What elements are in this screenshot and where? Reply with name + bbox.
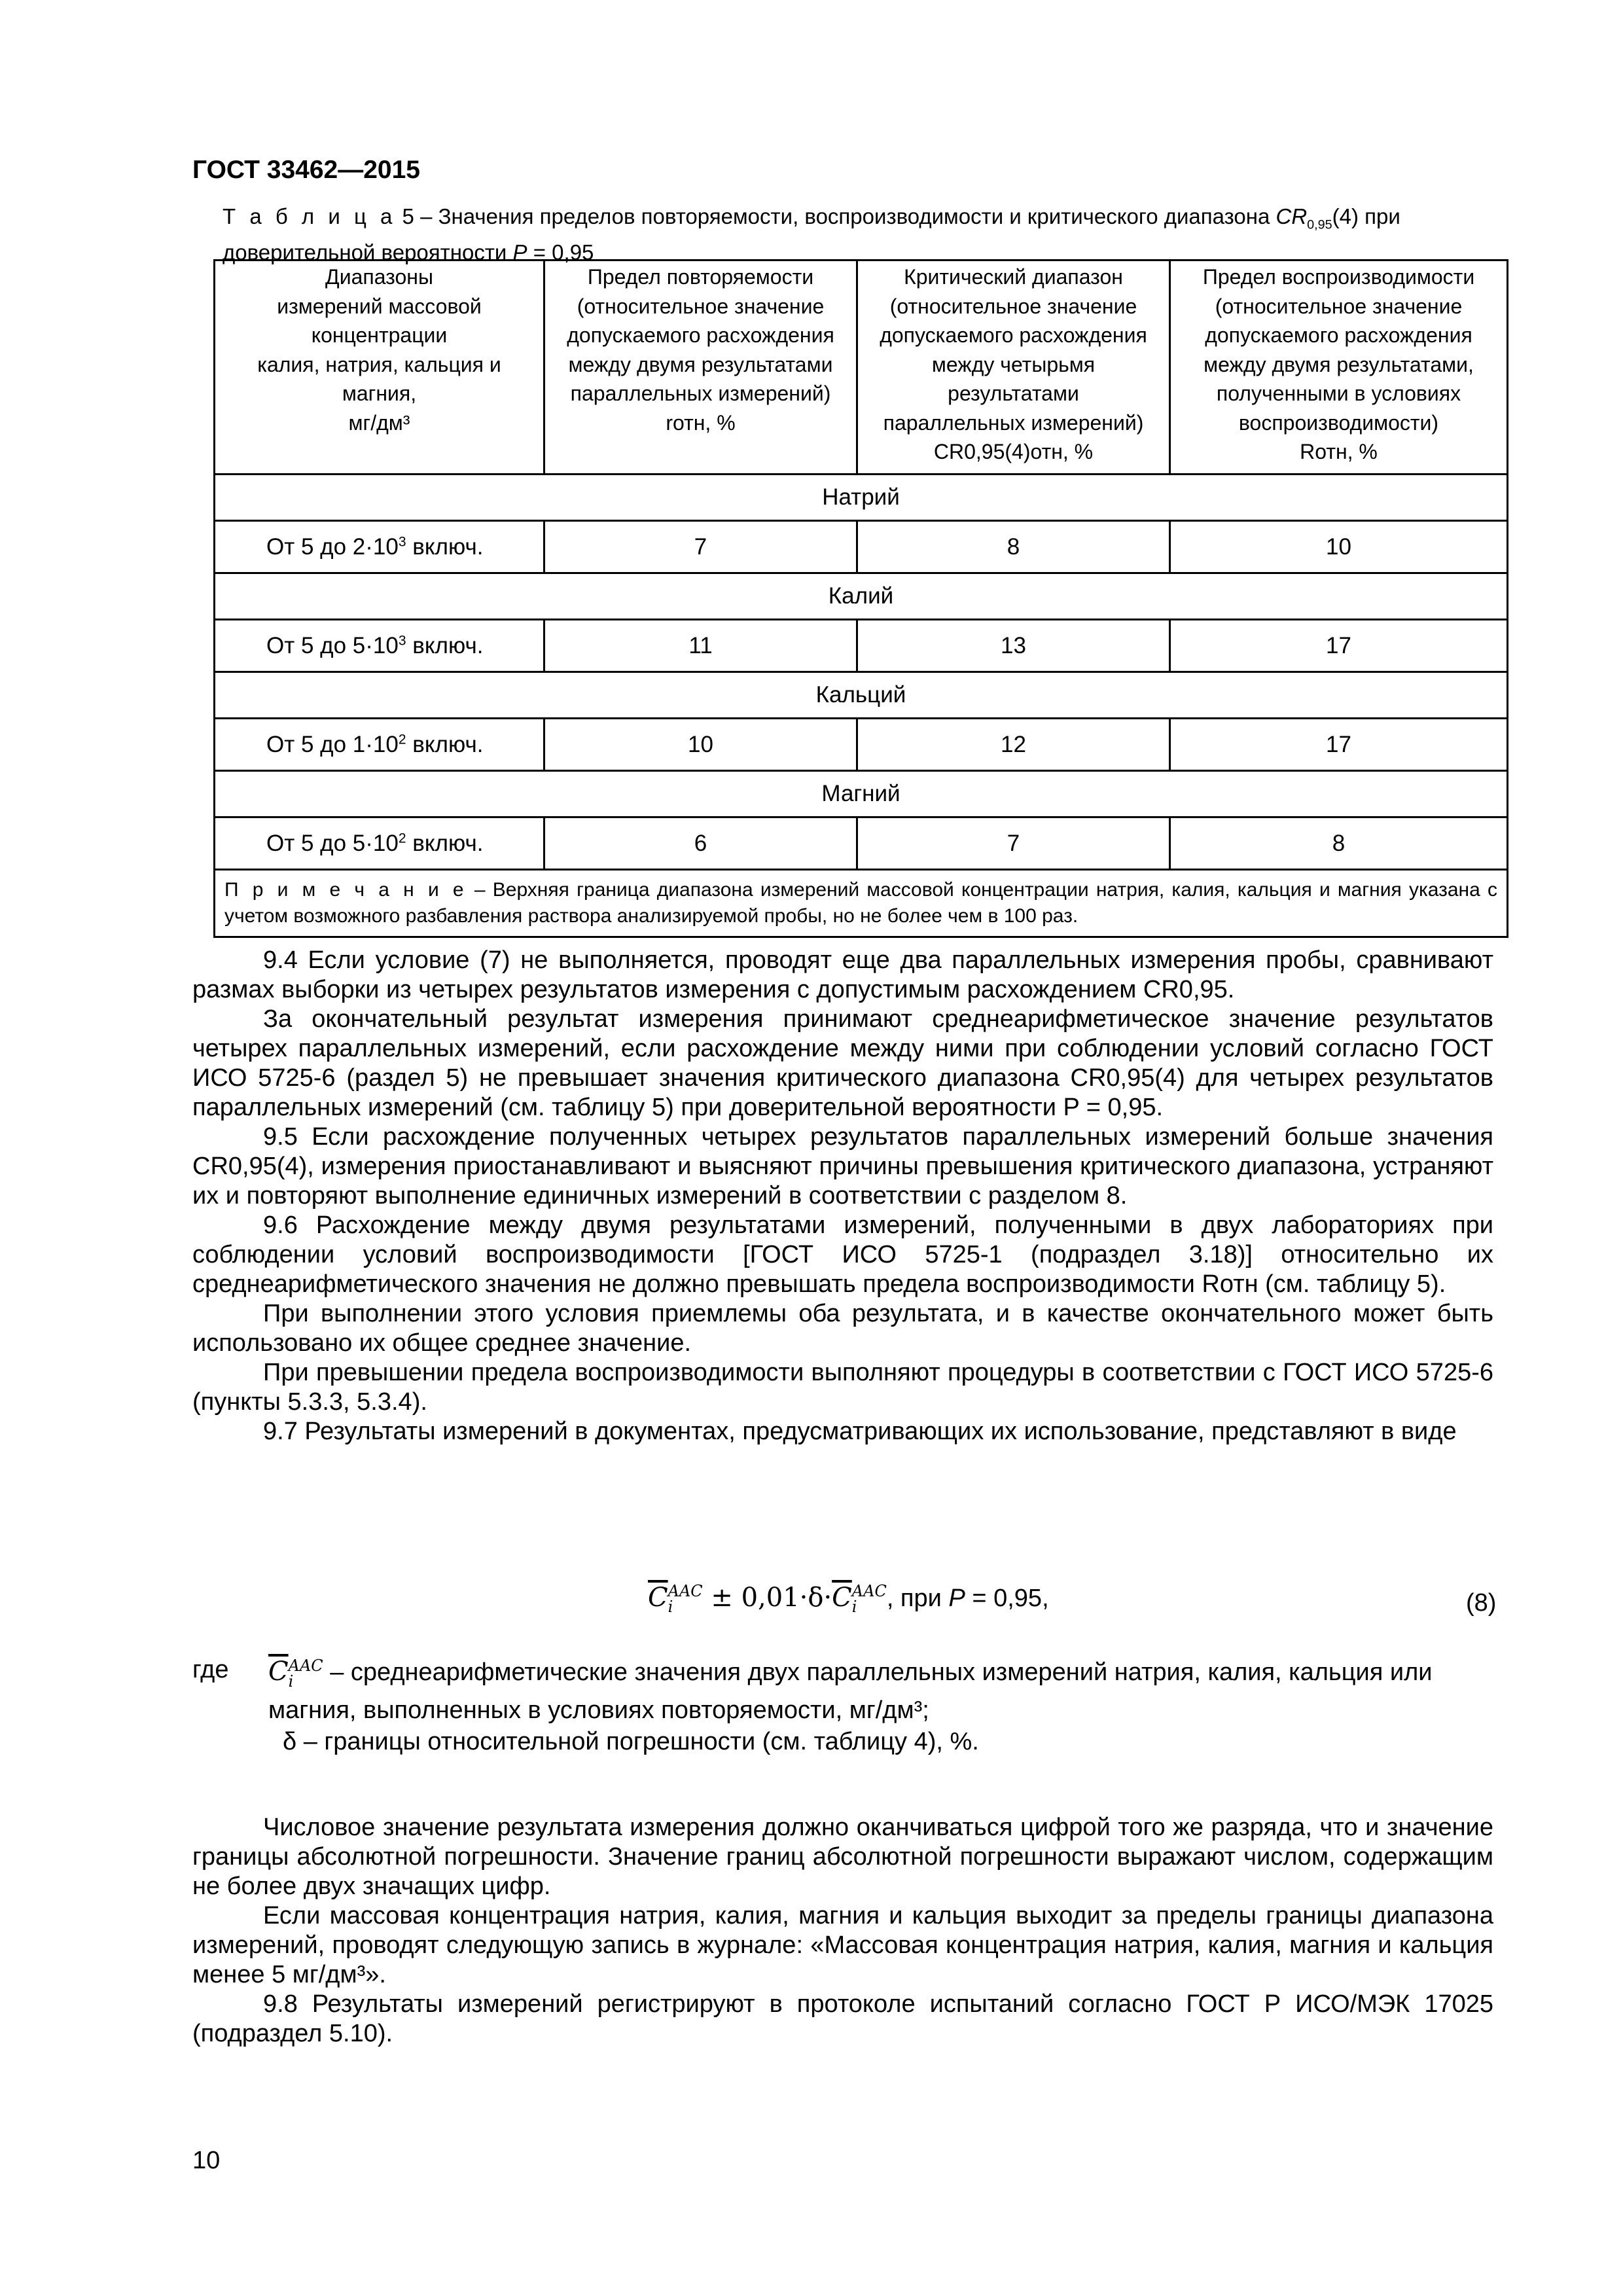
cr-cell: 7 (857, 817, 1170, 870)
r-cell: 6 (544, 817, 857, 870)
header-critical-range-text: Критический диапазон (относительное значение допускаемого расхождения между четырьмя результатами параллельных измерений) CR0,95(4)отн, % (880, 265, 1147, 463)
table-group-row (215, 475, 1508, 521)
range-text: От 5 до 1·10 (266, 731, 399, 757)
range-suffix: включ. (406, 533, 484, 560)
where-symbol-sub: i (288, 1672, 294, 1691)
r-cell: 7 (544, 521, 857, 573)
range-exp: 2 (398, 830, 406, 846)
where-definition-2: δ – границы относительной погрешности (см. таблицу 4), %. (283, 1728, 979, 1755)
header-repeatability (544, 260, 857, 475)
paragraph-9-6: 9.6 Расхождение между двумя результатами измерений, полученными в двух лабораториях при соблюдении условий воспроизводимости [ГОСТ ИСО 5725-1 (подраздел 3.18)] относительно их среднеарифметического значения не должно превышать предела воспроизводимости Rотн (см. таблицу 5). (192, 1211, 1493, 1298)
table-caption-p-value: = 0,95 (527, 240, 594, 264)
formula-tail: , при (886, 1585, 949, 1612)
r-cell: 11 (544, 620, 857, 672)
where-symbol-sup: AAC (288, 1656, 323, 1675)
formula-sub: i (668, 1598, 673, 1617)
header-reproducibility (1170, 260, 1508, 475)
group-magnesium: Магний (215, 771, 1508, 817)
formula-middle: ± 0,01·δ· (702, 1583, 832, 1613)
formula-8 (648, 1583, 1049, 1615)
header-reproducibility-text: Предел воспроизводимости (относительное значение допускаемого расхождения между двумя результатами, полученными в условиях воспроизводимости) Rотн, % (1202, 265, 1475, 463)
table-group-row (215, 672, 1508, 719)
table-row (215, 719, 1508, 771)
R-cell: 17 (1170, 719, 1508, 771)
R-cell: 17 (1170, 620, 1508, 672)
table-row (215, 620, 1508, 672)
group-calcium: Кальций (215, 672, 1508, 719)
table-caption-text: – Значения пределов повторяемости, воспроизводимости и критического диапазона (414, 204, 1276, 228)
table-header-row (215, 260, 1508, 475)
table-caption (223, 203, 1505, 266)
formula-base: $\overline{C}$ (648, 1583, 668, 1613)
where-symbol-base: $\overline{C}$ (268, 1657, 289, 1687)
r-cell: 10 (544, 719, 857, 771)
paragraph-numeric-value: Числовое значение результата измерения должно оканчиваться цифрой того же разряда, что и значение границы абсолютной погрешности. Значение границ абсолютной погрешности выражают числом, содержащим не более двух значащих цифр. (192, 1814, 1493, 1900)
R-cell: 10 (1170, 521, 1508, 573)
paragraph-9-6-accept: При выполнении этого условия приемлемы оба результата, и в качестве окончательного может быть использовано их общее среднее значение. (192, 1300, 1493, 1357)
table-row (215, 521, 1508, 573)
where-label: где (192, 1656, 229, 1683)
where-definition-1 (268, 1653, 1493, 1729)
table-caption-number: 5 (402, 204, 414, 228)
range-cell (215, 817, 544, 870)
range-cell (215, 719, 544, 771)
table-caption-label: Т а б л и ц а (223, 204, 397, 228)
paragraph-9-4-final: За окончательный результат измерения принимают среднеарифметическое значение результатов четырех параллельных измерений, если расхождение между ними при соблюдении условий согласно ГОСТ ИСО 5725-6 (раздел 5) не превышает значения критического диапазона CR0,95(4) для четырех результатов параллельных измерений (см. таблицу 5) при доверительной вероятности P = 0,95. (192, 1005, 1493, 1121)
group-sodium: Натрий (215, 475, 1508, 521)
range-exp: 3 (398, 632, 406, 648)
range-suffix: включ. (406, 830, 484, 856)
table-caption-tail: (4) при доверительной вероятности (223, 204, 1400, 264)
text-block-1 (192, 946, 1493, 1446)
header-repeatability-text: Предел повторяемости (относительное значение допускаемого расхождения между двумя результатами параллельных измерений) rотн, % (567, 265, 834, 435)
range-cell (215, 521, 544, 573)
header-ranges (215, 260, 544, 475)
paragraph-9-6-exceed: При превышении предела воспроизводимости выполняют процедуры в соответствии с ГОСТ ИСО 5725-6 (пункты 5.3.3, 5.3.4). (192, 1359, 1493, 1416)
header-critical-range (857, 260, 1170, 475)
cr-cell: 12 (857, 719, 1170, 771)
R-cell: 8 (1170, 817, 1508, 870)
formula-p-value: = 0,95, (965, 1585, 1049, 1612)
formula-base-2: $\overline{C}$ (832, 1583, 852, 1613)
range-text: От 5 до 5·10 (266, 830, 399, 856)
range-text: От 5 до 5·10 (266, 632, 399, 658)
paragraph-9-4: 9.4 Если условие (7) не выполняется, проводят еще два параллельных измерения пробы, сравнивают размах выборки из четырех результатов измерения с допустимым расхождением CR0,95. (192, 946, 1493, 1003)
formula-sup-2: AAC (851, 1582, 887, 1601)
formula-sup: AAC (668, 1582, 703, 1601)
where-definition-1-text: – среднеарифметические значения двух параллельных измерений натрия, калия, кальция или магния, выполненных в условиях повторяемости, мг/дм³; (268, 1659, 1433, 1724)
paragraph-9-5: 9.5 Если расхождение полученных четырех результатов параллельных измерений больше значения CR0,95(4), измерения приостанавливают и выясняют причины превышения критического диапазона, устраняют их и повторяют выполнение единичных измерений в соответствии с разделом 8. (192, 1123, 1493, 1210)
group-potassium: Калий (215, 573, 1508, 620)
range-suffix: включ. (406, 632, 484, 658)
paragraph-out-of-range: Если массовая концентрация натрия, калия, магния и кальция выходит за пределы границы диапазона измерений, проводят следующую запись в журнале: «Массовая концентрация натрия, калия, магния и кальция менее 5 мг/дм³». (192, 1902, 1493, 1988)
document-header: ГОСТ 33462—2015 (192, 156, 420, 184)
table-caption-symbol-sub: 0,95 (1307, 217, 1332, 232)
text-block-2 (192, 1813, 1493, 2049)
table-note-row (215, 870, 1508, 937)
formula-number: (8) (1466, 1589, 1497, 1617)
cr-cell: 13 (857, 620, 1170, 672)
page-number: 10 (192, 2147, 221, 2174)
table-note-text: – Верхняя граница диапазона измерений массовой концентрации натрия, калия, кальция и магния указана с учетом возможного разбавления раствора анализируемой пробы, но не более чем в 100 раз. (224, 879, 1498, 927)
table-group-row (215, 771, 1508, 817)
range-suffix: включ. (406, 731, 484, 757)
table-note-label: П р и м е ч а н и е (224, 879, 467, 901)
table-group-row (215, 573, 1508, 620)
table-note (215, 870, 1508, 937)
cr-cell: 8 (857, 521, 1170, 573)
range-cell (215, 620, 544, 672)
formula-sub-2: i (851, 1598, 857, 1617)
paragraph-9-8: 9.8 Результаты измерений регистрируют в протоколе испытаний согласно ГОСТ Р ИСО/МЭК 17025 (подраздел 5.10). (192, 1990, 1493, 2047)
range-text: От 5 до 2·10 (266, 533, 399, 560)
header-ranges-text: Диапазоны измерений массовой концентрации калия, натрия, кальция и магния, мг/дм³ (257, 265, 501, 435)
table-row (215, 817, 1508, 870)
limits-table (213, 259, 1508, 938)
table-caption-p: P (512, 240, 527, 264)
table-caption-symbol: CR (1275, 204, 1308, 228)
range-exp: 3 (398, 533, 406, 549)
range-exp: 2 (398, 731, 406, 747)
formula-p: P (948, 1585, 965, 1612)
paragraph-9-7: 9.7 Результаты измерений в документах, предусматривающих их использование, представляют в виде (263, 1418, 1457, 1445)
